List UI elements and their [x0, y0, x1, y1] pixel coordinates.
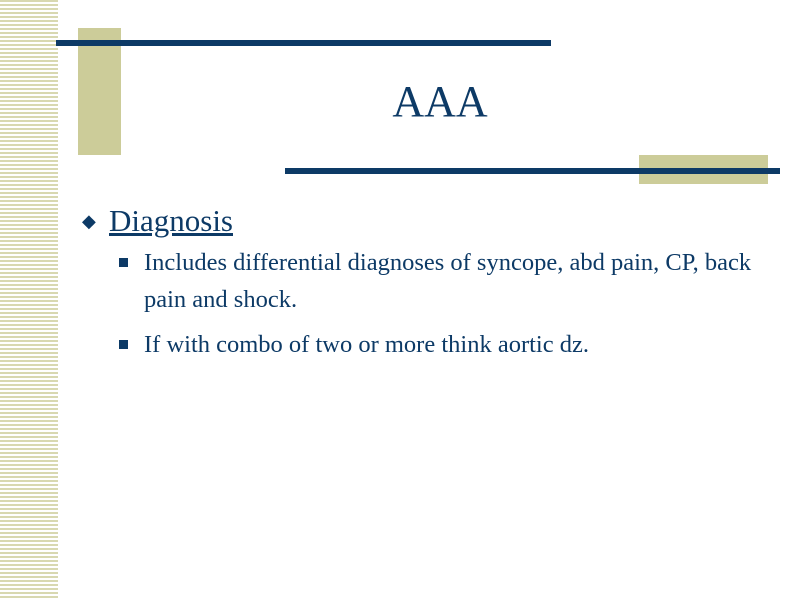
square-bullet-icon [119, 340, 128, 349]
section-item [82, 198, 762, 244]
slide-body [82, 198, 762, 371]
diamond-bullet-icon: ◆ [82, 211, 96, 231]
decorative-block-top [78, 28, 121, 155]
list-item [82, 244, 762, 318]
slide-title: AAA [392, 77, 488, 126]
list-item [82, 326, 762, 363]
decorative-stripes [0, 0, 58, 600]
list-item-text: Includes differential diagnoses of syncope, abd pain, CP, back pain and shock. [144, 249, 752, 313]
section-heading[interactable]: Diagnosis [109, 203, 233, 238]
title-rule-top [56, 40, 551, 46]
list-item-text: If with combo of two or more think aortic dz. [144, 331, 589, 358]
title-rule-bottom [285, 168, 780, 174]
sub-bullet-list [82, 244, 762, 363]
square-bullet-icon [119, 258, 128, 267]
